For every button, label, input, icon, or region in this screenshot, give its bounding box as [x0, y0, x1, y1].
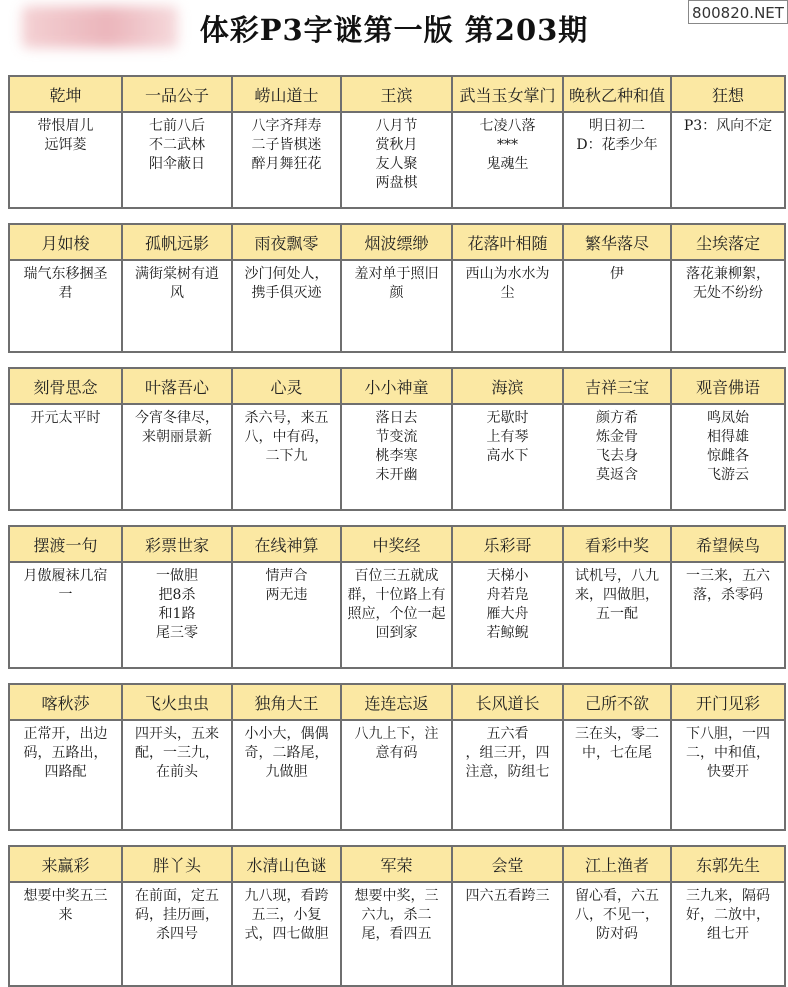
riddle-text: 在前面，定五 码，挂历画， 杀四号 — [122, 882, 232, 986]
puzzle-author-name: 长风道长 — [452, 684, 563, 720]
row-gap-cell — [9, 830, 785, 846]
riddle-text: 四开头，五来 配，一三九， 在前头 — [122, 720, 232, 830]
riddle-text: 七前八后 不二武林 阳伞蔽日 — [122, 112, 232, 208]
row-gap — [9, 352, 785, 368]
puzzle-author-name: 晚秋乙种和值 — [563, 76, 671, 112]
riddle-text: 百位三五就成 群，十位路上有 照应，个位一起 回到家 — [341, 562, 452, 668]
riddle-text: 伊 — [563, 260, 671, 352]
header-row — [9, 846, 785, 882]
puzzle-author-name: 己所不欲 — [563, 684, 671, 720]
riddle-text: 天梯小 舟若凫 雁大舟 若鲸鲵 — [452, 562, 563, 668]
riddle-text: 鸣凤始 相得雄 惊雌各 飞游云 — [671, 404, 785, 510]
puzzle-author-name: 摆渡一句 — [9, 526, 122, 562]
header-row — [9, 76, 785, 112]
riddle-row — [9, 112, 785, 208]
puzzle-author-name: 刻骨思念 — [9, 368, 122, 404]
puzzle-author-name: 飞火虫虫 — [122, 684, 232, 720]
riddle-text: 四六五看跨三 — [452, 882, 563, 986]
puzzle-author-name: 一品公子 — [122, 76, 232, 112]
puzzle-author-name: 乐彩哥 — [452, 526, 563, 562]
riddle-row — [9, 882, 785, 986]
riddle-text: 无歇时 上有琴 高水下 — [452, 404, 563, 510]
puzzle-author-name: 吉祥三宝 — [563, 368, 671, 404]
puzzle-table — [8, 75, 786, 987]
puzzle-author-name: 军荣 — [341, 846, 452, 882]
row-gap-cell — [9, 668, 785, 684]
puzzle-author-name: 乾坤 — [9, 76, 122, 112]
puzzle-author-name: 叶落吾心 — [122, 368, 232, 404]
header-row — [9, 684, 785, 720]
riddle-text: 留心看，六五 八，不见一， 防对码 — [563, 882, 671, 986]
riddle-text: 八月节 赏秋月 友人聚 两盘棋 — [341, 112, 452, 208]
puzzle-author-name: 中奖经 — [341, 526, 452, 562]
puzzle-author-name: 花落叶相随 — [452, 224, 563, 260]
header-row — [9, 368, 785, 404]
puzzle-author-name: 会堂 — [452, 846, 563, 882]
riddle-text: 明日初二 D：花季少年 — [563, 112, 671, 208]
riddle-text: 想要中奖五三 来 — [9, 882, 122, 986]
riddle-text: 一三来，五六 落，杀零码 — [671, 562, 785, 668]
riddle-text: 三在头，零二 中，七在尾 — [563, 720, 671, 830]
riddle-text: 杀六号，来五 八，中有码， 二下九 — [232, 404, 341, 510]
puzzle-author-name: 希望候鸟 — [671, 526, 785, 562]
puzzle-author-name: 胖丫头 — [122, 846, 232, 882]
puzzle-author-name: 雨夜飘零 — [232, 224, 341, 260]
puzzle-author-name: 武当玉女掌门 — [452, 76, 563, 112]
riddle-row — [9, 720, 785, 830]
site-watermark: 800820.NET — [688, 0, 788, 24]
riddle-text: 九八现，看跨 五三，小复 式，四七做胆 — [232, 882, 341, 986]
riddle-text: 今宵冬律尽， 来朝丽景新 — [122, 404, 232, 510]
puzzle-author-name: 东郭先生 — [671, 846, 785, 882]
riddle-row — [9, 260, 785, 352]
riddle-text: 三九来，隔码 好，二放中， 组七开 — [671, 882, 785, 986]
riddle-text: 羞对单于照旧 颜 — [341, 260, 452, 352]
puzzle-author-name: 来赢彩 — [9, 846, 122, 882]
riddle-text: 带恨眉儿 远饵菱 — [9, 112, 122, 208]
puzzle-author-name: 海滨 — [452, 368, 563, 404]
riddle-text: 想要中奖，三 六九，杀二 尾，看四五 — [341, 882, 452, 986]
riddle-text: 试机号，八九 来，四做胆， 五一配 — [563, 562, 671, 668]
puzzle-author-name: 崂山道士 — [232, 76, 341, 112]
header-row — [9, 526, 785, 562]
riddle-text: 满街棠树有逍 风 — [122, 260, 232, 352]
puzzle-author-name: 彩票世家 — [122, 526, 232, 562]
puzzle-author-name: 喀秋莎 — [9, 684, 122, 720]
riddle-text: 月傲履袜几宿 一 — [9, 562, 122, 668]
riddle-text: 一做胆 把8杀 和1路 尾三零 — [122, 562, 232, 668]
puzzle-author-name: 狂想 — [671, 76, 785, 112]
riddle-text: 小小大，偶偶 奇，二路尾， 九做胆 — [232, 720, 341, 830]
puzzle-author-name: 看彩中奖 — [563, 526, 671, 562]
riddle-row — [9, 404, 785, 510]
puzzle-author-name: 小小神童 — [341, 368, 452, 404]
riddle-text: 落花兼柳絮， 无处不纷纷 — [671, 260, 785, 352]
row-gap — [9, 830, 785, 846]
row-gap — [9, 208, 785, 224]
header-row — [9, 224, 785, 260]
page-title: 体彩P3字谜第一版 第203期 — [199, 13, 589, 47]
riddle-text: 正常开，出边 码，五路出， 四路配 — [9, 720, 122, 830]
row-gap — [9, 510, 785, 526]
puzzle-author-name: 连连忘返 — [341, 684, 452, 720]
riddle-text: 开元太平时 — [9, 404, 122, 510]
row-gap-cell — [9, 208, 785, 224]
puzzle-author-name: 月如梭 — [9, 224, 122, 260]
riddle-text: P3：风向不定 — [671, 112, 785, 208]
puzzle-author-name: 开门见彩 — [671, 684, 785, 720]
puzzle-author-name: 繁华落尽 — [563, 224, 671, 260]
riddle-text: 瑞气东移捆圣 君 — [9, 260, 122, 352]
row-gap-cell — [9, 352, 785, 368]
riddle-text: 下八胆，一四 二，中和值， 快要开 — [671, 720, 785, 830]
puzzle-author-name: 江上渔者 — [563, 846, 671, 882]
riddle-text: 五六看 ，组三开，四 注意，防组七 — [452, 720, 563, 830]
riddle-text: 八字齐拜寿 二子皆棋迷 醉月舞狂花 — [232, 112, 341, 208]
puzzle-author-name: 烟波缥缈 — [341, 224, 452, 260]
riddle-text: 八九上下，注 意有码 — [341, 720, 452, 830]
puzzle-author-name: 独角大王 — [232, 684, 341, 720]
riddle-text: 沙门何处人， 携手俱灭迹 — [232, 260, 341, 352]
puzzle-author-name: 观音佛语 — [671, 368, 785, 404]
puzzle-author-name: 尘埃落定 — [671, 224, 785, 260]
puzzle-author-name: 在线神算 — [232, 526, 341, 562]
puzzle-author-name: 王滨 — [341, 76, 452, 112]
puzzle-author-name: 孤帆远影 — [122, 224, 232, 260]
riddle-row — [9, 562, 785, 668]
riddle-text: 情声合 两无违 — [232, 562, 341, 668]
row-gap-cell — [9, 510, 785, 526]
riddle-text: 颜方希 炼金骨 飞去身 莫返含 — [563, 404, 671, 510]
riddle-text: 西山为水水为 尘 — [452, 260, 563, 352]
row-gap — [9, 668, 785, 684]
riddle-text: 七凌八落 *** 鬼魂生 — [452, 112, 563, 208]
riddle-text: 落日去 节变流 桃李寒 未开幽 — [341, 404, 452, 510]
puzzle-author-name: 心灵 — [232, 368, 341, 404]
puzzle-author-name: 水清山色谜 — [232, 846, 341, 882]
